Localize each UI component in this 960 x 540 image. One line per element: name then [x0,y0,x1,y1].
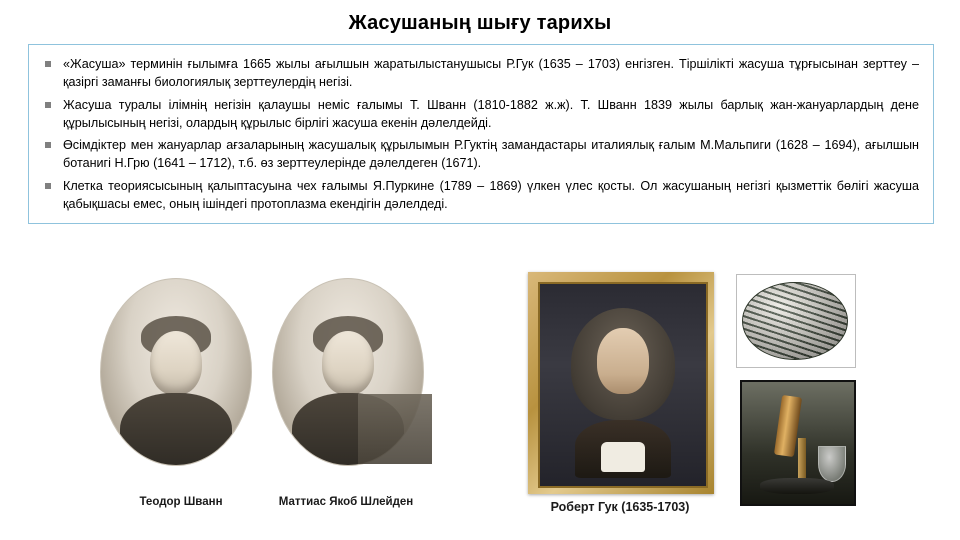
list-item: Клетка теориясысының қалыптасуына чех ғалымы Я.Пуркине (1789 – 1869) үлкен үлес қосты. Ол жасушаның негізгі қызметтік бөлігі жасуша қабықшасы емес, оның ішіндегі протоплазма екендігін дәлелдеді. [39,177,919,214]
list-item: Өсімдіктер мен жануарлар ағзаларының жасушалық құрылымын Р.Гуктің замандастары италиялық ғалым М.Мальпиги (1628 – 1694), ағылшын ботанигі Н.Грю (1641 – 1712), т.б. өз зерттеулерінде дәлелдеген (1671). [39,136,919,173]
desk-shape [358,394,432,464]
antique-microscope-image [740,380,856,506]
schwann-portrait-image [100,278,252,466]
bullet-list [39,55,919,213]
microscope-stand-shape [798,438,806,482]
portrait-face-shape [322,331,374,395]
portrait-collar-shape [601,442,645,472]
portrait-face-shape [597,328,649,394]
portrait-frame-inner [538,282,708,488]
cork-cells-image [742,282,848,360]
glassware-shape [818,446,846,482]
portrait-face-shape [150,331,202,395]
list-item: «Жасуша» терминін ғылымға 1665 жылы ағылшын жаратылыстанушысы Р.Гук (1635 – 1703) енгізген. Тіршілікті жасуша тұрғысынан зерттеу – қазіргі заманғы биологиялық зерттеулердің негізі. [39,55,919,92]
list-item: Жасуша туралы ілімнің негізін қалаушы неміс ғалымы Т. Шванн (1810-1882 ж.ж). Т. Шванн 1839 жылы барлық жан-жануарлардың дене құрылысының негізі, олардың құрылыс бірлігі жасуша екенін дәлелдейді. [39,96,919,133]
images-area [0,272,960,540]
caption-schwann: Теодор Шванн [139,496,223,508]
portrait-coat-shape [120,393,232,466]
content-text-box [28,44,934,224]
hooke-framed-portrait [528,272,714,494]
caption-schleiden: Маттиас Якоб Шлейден [278,496,414,508]
page-title: Жасушаның шығу тарихы [348,12,612,34]
scientists-engraving-group [96,274,448,532]
caption-hooke: Роберт Гук (1635-1703) [550,500,690,514]
microscope-base-shape [760,478,834,494]
